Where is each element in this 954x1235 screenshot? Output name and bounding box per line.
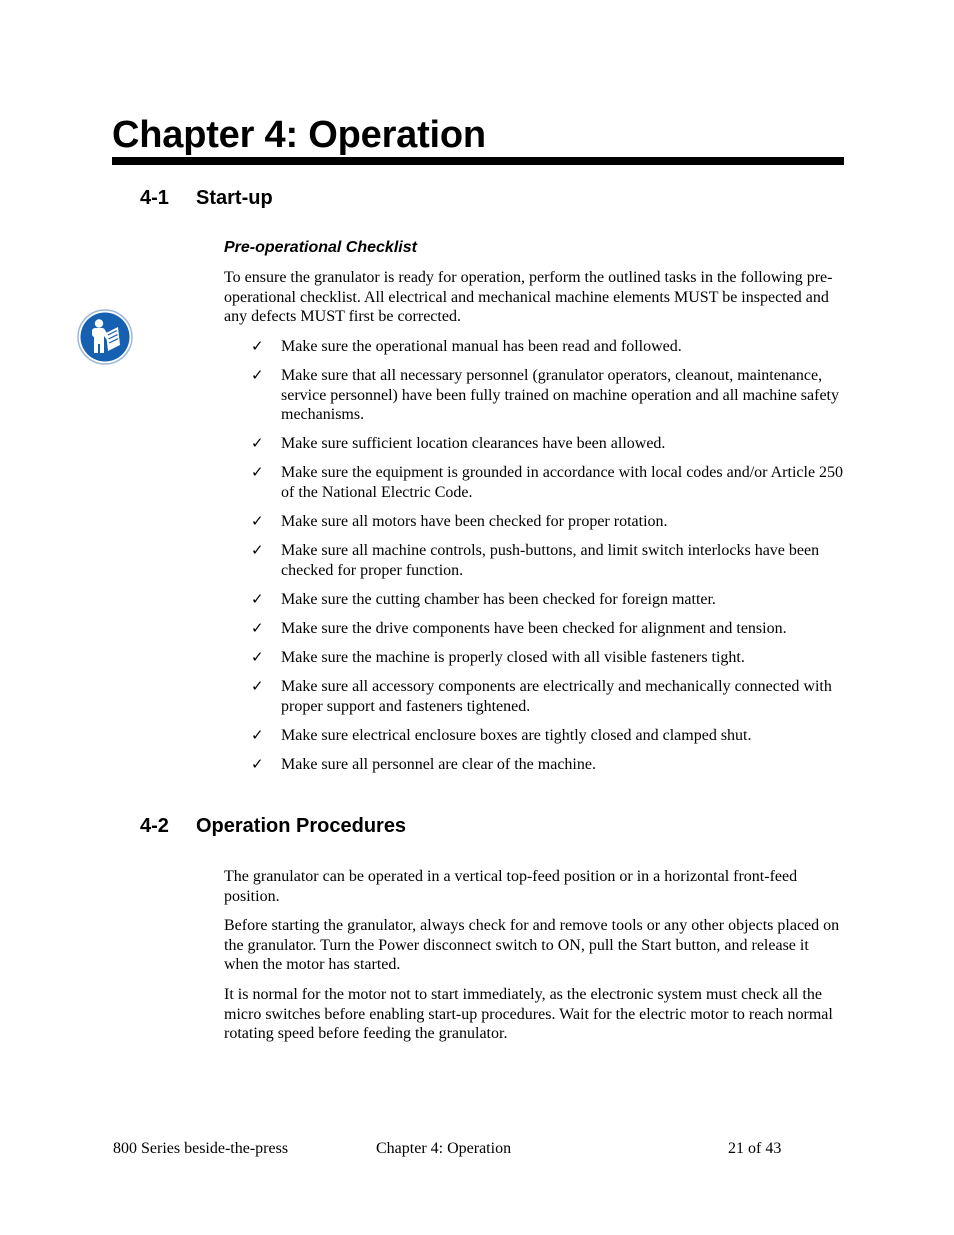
section-number: 4-2 [140,815,169,837]
checklist-item-text: Make sure electrical enclosure boxes are tightly closed and clamped shut. [281,726,752,744]
checklist-item [224,541,844,580]
section-title: Start-up [196,187,273,209]
checkmark-icon: ✓ [251,619,264,638]
section-number: 4-1 [140,187,169,209]
checkmark-icon: ✓ [251,512,264,531]
checklist-item-text: Make sure all machine controls, push-buttons, and limit switch interlocks have been checked for proper function. [281,542,820,579]
operation-paragraph-1: The granulator can be operated in a vertical top-feed position or in a horizontal front-feed position. [224,868,798,905]
checklist-item-text: Make sure the machine is properly closed with all visible fasteners tight. [281,649,745,667]
checkmark-icon: ✓ [251,366,264,385]
checklist-item [224,463,844,502]
checkmark-icon: ✓ [251,589,264,608]
checklist-item-text: Make sure all personnel are clear of the machine. [281,756,596,773]
checkmark-icon: ✓ [251,337,264,355]
checklist-item-text: Make sure all accessory components are electrically and mechanically connected with proper support and fasteners tightened. [281,678,832,715]
operation-paragraph-3: It is normal for the motor not to start immediately, as the electronic system must check all the micro switches before enabling start-up procedures. Wait for the electric motor to reach normal rotating speed before feeding the granulator. [224,986,833,1043]
pre-operational-checklist [224,337,844,784]
checklist-item-text: Make sure sufficient location clearances have been allowed. [281,435,666,453]
checklist-item-text: Make sure the equipment is grounded in accordance with local codes and/or Article 250 of the National Electric Code. [281,464,844,502]
checklist-item [224,366,844,425]
checklist-item-text: Make sure the cutting chamber has been checked for foreign matter. [281,590,716,608]
section-title: Operation Procedures [196,815,407,837]
checklist-item-text: Make sure all motors have been checked for proper rotation. [281,513,668,531]
section-heading-operation [140,814,406,838]
checklist-item [224,512,844,532]
checklist-item-text: Make sure the operational manual has been read and followed. [281,338,682,355]
checklist-intro: To ensure the granulator is ready for operation, perform the outlined tasks in the following pre-operational checklist. All electrical and mechanical machine elements MUST be inspected and any defects MUST first be corrected. [224,269,833,326]
checklist-item [224,590,844,610]
checklist-item-text: Make sure that all necessary personnel (granulator operators, cleanout, maintenance, service personnel) have been fully trained on machine operation and all machine safety mechanisms. [281,367,839,424]
checklist-item [224,755,844,775]
section-heading-startup [140,186,273,210]
checklist-item [224,619,844,639]
checklist-item [224,648,844,668]
operation-paragraph-2: Before starting the granulator, always check for and remove tools or any other objects placed on the granulator. Turn the Power disconnect switch to ON, pull the Start button, and release it when the motor has started. [224,917,840,974]
checklist-item [224,677,844,716]
checkmark-icon: ✓ [251,434,264,453]
title-rule [112,157,844,165]
checkmark-icon: ✓ [251,677,264,696]
chapter-title: Chapter 4: Operation [112,114,486,156]
checklist-item [224,434,844,454]
checkmark-icon: ✓ [251,648,264,667]
checkmark-icon: ✓ [251,541,264,560]
checklist-item [224,337,844,357]
checklist-item [224,726,844,746]
checklist-subheading: Pre-operational Checklist [224,239,417,256]
footer-page-number: 21 of 43 [728,1140,782,1157]
checkmark-icon: ✓ [251,463,264,482]
footer-chapter: Chapter 4: Operation [376,1140,512,1157]
checklist-item-text: Make sure the drive components have been checked for alignment and tension. [281,620,787,638]
checkmark-icon: ✓ [251,755,264,773]
checkmark-icon: ✓ [251,725,264,744]
footer-series: 800 Series beside-the-press [113,1140,289,1157]
read-manual-icon [77,309,133,365]
